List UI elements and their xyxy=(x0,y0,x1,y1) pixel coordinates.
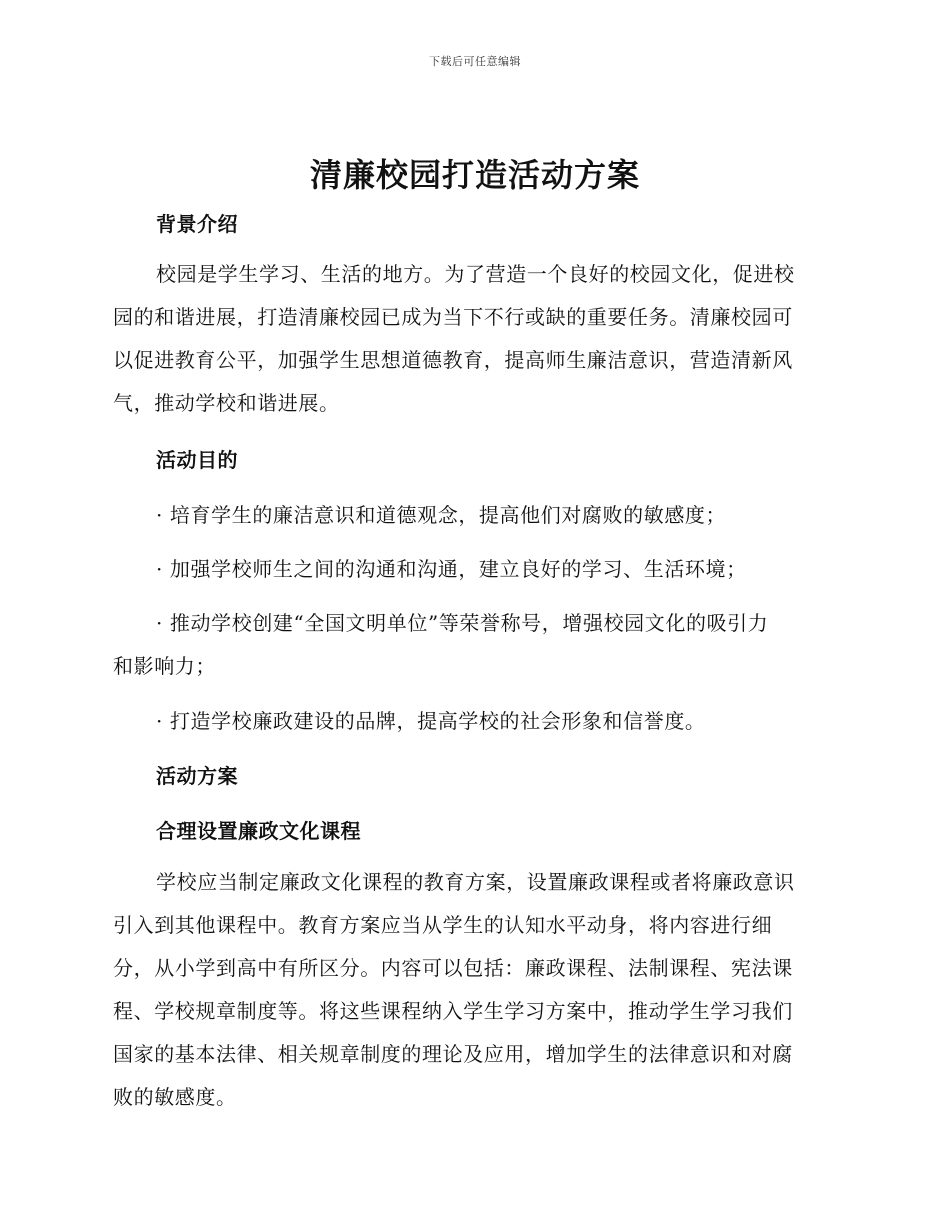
paragraph-line: 园的和谐进展，打造清廉校园已成为当下不行或缺的重要任务。清廉校园可 xyxy=(113,305,793,329)
bullet-item: · 推动学校创建“全国文明单位”等荣誉称号，增强校园文化的吸引力 xyxy=(156,611,769,635)
subsection-heading: 合理设置廉政文化课程 xyxy=(156,819,361,843)
bullet-item: · 打造学校廉政建设的品牌，提高学校的社会形象和信誉度。 xyxy=(156,709,706,733)
paragraph-line: 校园是学生学习、生活的地方。为了营造一个良好的校园文化，促进校 xyxy=(156,262,795,286)
paragraph-line: 程、学校规章制度等。将这些课程纳入学生学习方案中，推动学生学习我们 xyxy=(113,999,793,1023)
header-note: 下载后可任意编辑 xyxy=(429,55,521,68)
paragraph-line: 气，推动学校和谐进展。 xyxy=(113,391,340,415)
bullet-item: · 培育学生的廉洁意识和道德观念，提高他们对腐败的敏感度； xyxy=(156,503,727,527)
paragraph-line: 引入到其他课程中。教育方案应当从学生的认知水平动身，将内容进行细 xyxy=(113,913,773,937)
section-heading-plan: 活动方案 xyxy=(156,764,238,788)
section-heading-background: 背景介绍 xyxy=(156,212,238,236)
paragraph-line: 败的敏感度。 xyxy=(113,1085,237,1109)
paragraph-plan xyxy=(113,861,833,1119)
bullet-item: · 加强学校师生之间的沟通和沟通，建立良好的学习、生活环境； xyxy=(156,557,747,581)
paragraph-line: 以促进教育公平，加强学生思想道德教育，提高师生廉洁意识，营造清新风 xyxy=(113,348,793,372)
section-heading-purpose: 活动目的 xyxy=(156,448,238,472)
bullet-item-continuation: 和影响力； xyxy=(113,654,216,678)
paragraph-line: 国家的基本法律、相关规章制度的理论及应用，增加学生的法律意识和对腐 xyxy=(113,1042,793,1066)
paragraph-line: 学校应当制定廉政文化课程的教育方案，设置廉政课程或者将廉政意识 xyxy=(156,870,795,894)
document-title: 清廉校园打造活动方案 xyxy=(309,156,640,194)
paragraph-line: 分，从小学到高中有所区分。内容可以包括：廉政课程、法制课程、宪法课 xyxy=(113,956,793,980)
paragraph-background xyxy=(113,253,833,425)
